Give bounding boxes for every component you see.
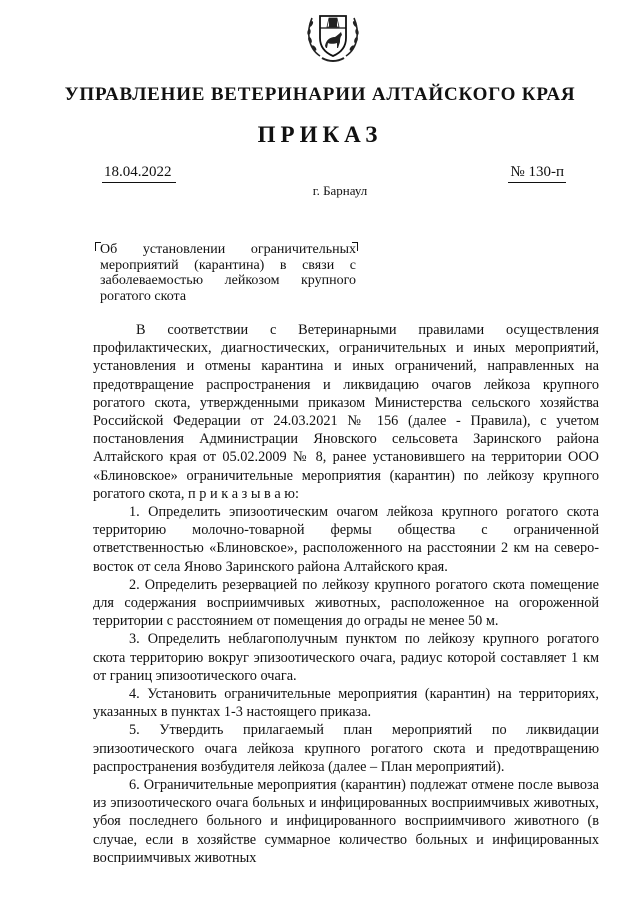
order-subject: Об установлении ограничительных мероприятий (карантина) в связи с заболеваемостью лейкозом крупного рогатого скота — [100, 242, 356, 304]
clause-1: 1. Определить эпизоотическим очагом лейкоза крупного рогатого скота территорию молочно-товарной фермы общества с ограниченной ответственностью «Блиновское», расположенного на расстоянии 2 км на северо-восток от села Яново Заринского района Алтайского края. — [93, 504, 599, 575]
clause-5: 5. Утвердить прилагаемый план мероприятий по ликвидации эпизоотического очага лейкоза крупного рогатого скота и предотвращению распространения возбудителя лейкоза (далее – План мероприятий). — [93, 722, 599, 775]
clause-4: 4. Установить ограничительные мероприятия (карантин) на территориях, указанных в пунктах 1-3 настоящего приказа. — [93, 686, 599, 721]
preamble-paragraph: В соответствии с Ветеринарными правилами осуществления профилактических, диагностических, ограничительных и иных мероприятий, установления и отмены карантина и иных ограничений, направленных на предотвращение распространения и ликвидацию очагов лейкоза крупного рогатого скота, утвержденными приказом Министерства сельского хозяйства Российской Федерации от 24.03.2021 № 156 (далее - Правила), с учетом постановления Администрации Яновского сельсовета Заринского района Алтайского края от 05.02.2009 № 8, ранее установившего на территории ООО «Блиновское» ограничительные мероприятия (карантин) по лейкозу крупного рогатого скота, п р и к а з ы в а ю: — [93, 322, 599, 502]
document-type-title: ПРИКАЗ — [257, 122, 383, 147]
organization-title: УПРАВЛЕНИЕ ВЕТЕРИНАРИИ АЛТАЙСКОГО КРАЯ — [64, 84, 576, 105]
altai-krai-coat-of-arms-icon — [302, 4, 364, 66]
clause-2: 2. Определить резервацией по лейкозу крупного рогатого скота помещение для содержания восприимчивых животных, расположенное на огороженной территории с расстоянием от помещения до ограды не менее 50 м. — [93, 576, 599, 630]
clause-3: 3. Определить неблагополучным пунктом по лейкозу крупного рогатого скота территорию вокруг эпизоотического очага, радиус которой составляет 1 км от границ эпизоотического очага. — [93, 631, 599, 684]
city-name: г. Барнаул — [312, 183, 368, 198]
order-date: 18.04.2022 — [102, 164, 176, 183]
order-number: № 130-п — [508, 164, 566, 183]
clause-6: 6. Ограничительные мероприятия (карантин) подлежат отмене после вывоза из эпизоотического очага больных и инфицированных восприимчивых животных, убоя последнего больного и инфицированного восприимчивого животного (в случае, если в хозяйстве суммарное количество больных и инфицированных восприимчивых животных — [93, 777, 599, 866]
order-body — [93, 321, 599, 867]
